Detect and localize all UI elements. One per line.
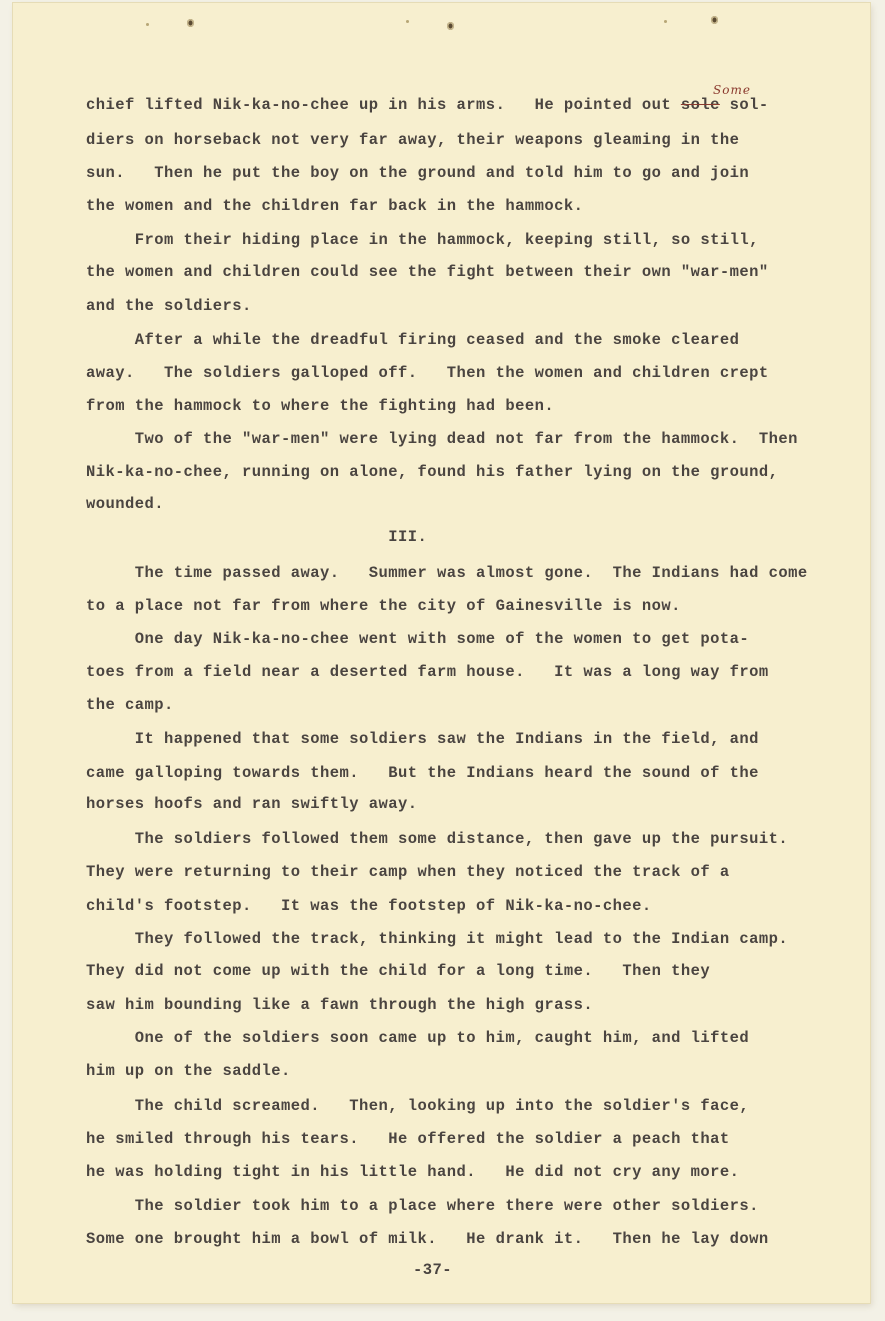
text-line: The time passed away. Summer was almost gone. The Indians had come	[86, 564, 808, 582]
text-line: The soldier took him to a place where there were other soldiers.	[86, 1197, 759, 1215]
text-line: to a place not far from where the city of Gainesville is now.	[86, 597, 681, 615]
paper-speck	[406, 20, 409, 23]
text-line: Nik-ka-no-chee, running on alone, found his father lying on the ground,	[86, 463, 779, 481]
text-line: toes from a field near a deserted farm house. It was a long way from	[86, 663, 769, 681]
text-line: he was holding tight in his little hand. He did not cry any more.	[86, 1163, 740, 1181]
text-line: They did not come up with the child for a long time. Then they	[86, 962, 711, 980]
typewritten-page	[13, 3, 870, 1303]
text-line: the camp.	[86, 696, 174, 714]
text-line: The soldiers followed them some distance, then gave up the pursuit.	[86, 830, 789, 848]
text-line: chief lifted Nik-ka-no-chee up in his arms. He pointed out sole sol-	[86, 96, 769, 114]
text-line: Two of the "war-men" were lying dead not far from the hammock. Then	[86, 430, 798, 448]
text-line: diers on horseback not very far away, their weapons gleaming in the	[86, 131, 740, 149]
punch-hole	[187, 19, 194, 27]
text-line: It happened that some soldiers saw the Indians in the field, and	[86, 730, 759, 748]
text-line: Some one brought him a bowl of milk. He drank it. Then he lay down	[86, 1230, 769, 1248]
punch-hole	[711, 16, 718, 24]
text-line: They were returning to their camp when they noticed the track of a	[86, 863, 730, 881]
text-line: from the hammock to where the fighting had been.	[86, 397, 555, 415]
text-line: him up on the saddle.	[86, 1062, 291, 1080]
text-line: and the soldiers.	[86, 297, 252, 315]
paper-speck	[146, 23, 149, 26]
text-line: the women and the children far back in the hammock.	[86, 197, 584, 215]
text-line: They followed the track, thinking it might lead to the Indian camp.	[86, 930, 789, 948]
text-line: he smiled through his tears. He offered the soldier a peach that	[86, 1130, 730, 1148]
struck-word: sole	[680, 96, 720, 114]
text-line: sun. Then he put the boy on the ground and told him to go and join	[86, 164, 750, 182]
text-line: child's footstep. It was the footstep of Nik-ka-no-chee.	[86, 897, 652, 915]
text-line: horses hoofs and ran swiftly away.	[86, 795, 418, 813]
text-line: saw him bounding like a fawn through the high grass.	[86, 996, 594, 1014]
text-line: The child screamed. Then, looking up into the soldier's face,	[86, 1097, 750, 1115]
text-line: III.	[86, 528, 428, 546]
text-line: came galloping towards them. But the Indians heard the sound of the	[86, 764, 759, 782]
text-line: the women and children could see the fight between their own "war-men"	[86, 263, 769, 281]
paper-speck	[664, 20, 667, 23]
text-line: After a while the dreadful firing ceased and the smoke cleared	[86, 331, 740, 349]
handwritten-annotation: Some	[713, 83, 751, 97]
line-continuation: sol-	[719, 96, 769, 114]
text-line: One day Nik-ka-no-chee went with some of the women to get pota-	[86, 630, 750, 648]
text-line: away. The soldiers galloped off. Then the women and children crept	[86, 364, 769, 382]
punch-hole	[447, 22, 454, 30]
text-line: wounded.	[86, 495, 165, 513]
text-line: One of the soldiers soon came up to him, caught him, and lifted	[86, 1029, 750, 1047]
page-number: -37-	[413, 1261, 453, 1279]
text-line: From their hiding place in the hammock, keeping still, so still,	[86, 231, 759, 249]
